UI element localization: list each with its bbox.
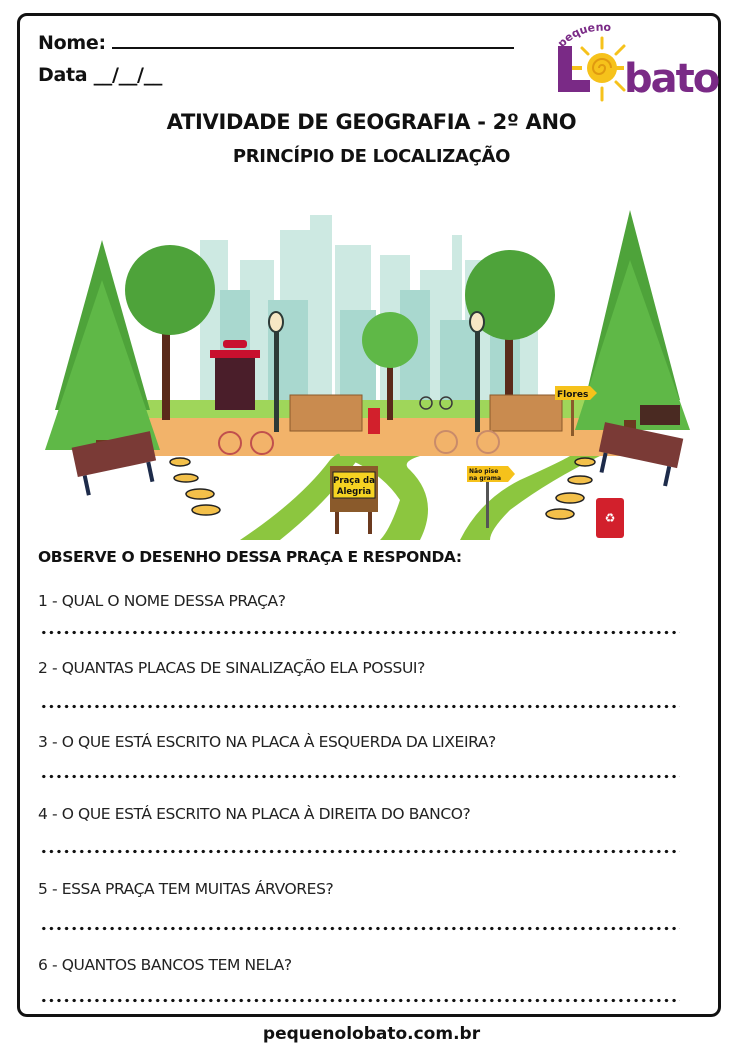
date-label: Data __/__/__ bbox=[38, 64, 163, 86]
name-field[interactable] bbox=[38, 32, 514, 54]
date-field[interactable] bbox=[38, 64, 162, 86]
svg-text:Flores: Flores bbox=[557, 390, 589, 400]
question-2: 2 - QUANTAS PLACAS DE SINALIZAÇÃO ELA POSSUI? bbox=[38, 659, 425, 677]
question-5: 5 - ESSA PRAÇA TEM MUITAS ÁRVORES? bbox=[38, 880, 334, 898]
name-label: Nome: bbox=[38, 32, 106, 54]
footer-website: pequenolobato.com.br bbox=[262, 1024, 481, 1044]
pequeno-lobato-logo bbox=[552, 24, 722, 104]
svg-text:bato: bato bbox=[624, 56, 719, 102]
question-3: 3 - O QUE ESTÁ ESCRITO NA PLACA À ESQUERDA DA LIXEIRA? bbox=[38, 733, 496, 751]
question-6: 6 - QUANTOS BANCOS TEM NELA? bbox=[38, 956, 292, 974]
question-4: 4 - O QUE ESTÁ ESCRITO NA PLACA À DIREITA DO BANCO? bbox=[38, 805, 471, 823]
page-subtitle: PRINCÍPIO DE LOCALIZAÇÃO bbox=[232, 146, 511, 167]
answer-line-2[interactable] bbox=[40, 704, 680, 709]
answer-line-6[interactable] bbox=[40, 998, 680, 1003]
svg-text:Não pise: Não pise bbox=[469, 468, 499, 475]
answer-line-3[interactable] bbox=[40, 774, 680, 779]
answer-line-1[interactable] bbox=[40, 630, 680, 635]
page-title: ATIVIDADE DE GEOGRAFIA - 2º ANO bbox=[166, 110, 577, 134]
answer-line-5[interactable] bbox=[40, 926, 680, 931]
svg-text:♻: ♻ bbox=[604, 511, 616, 525]
sign-praca-da-alegria bbox=[330, 466, 378, 534]
question-1: 1 - QUAL O NOME DESSA PRAÇA? bbox=[38, 592, 286, 610]
park-illustration bbox=[40, 200, 705, 545]
svg-text:na grama: na grama bbox=[469, 475, 502, 482]
svg-text:Alegria: Alegria bbox=[336, 487, 372, 497]
svg-text:pequeno: pequeno bbox=[555, 24, 612, 50]
name-blank-line[interactable] bbox=[112, 47, 514, 49]
svg-text:Praça da: Praça da bbox=[333, 476, 375, 486]
instruction-heading: OBSERVE O DESENHO DESSA PRAÇA E RESPONDA: bbox=[38, 548, 462, 566]
answer-line-4[interactable] bbox=[40, 849, 680, 854]
